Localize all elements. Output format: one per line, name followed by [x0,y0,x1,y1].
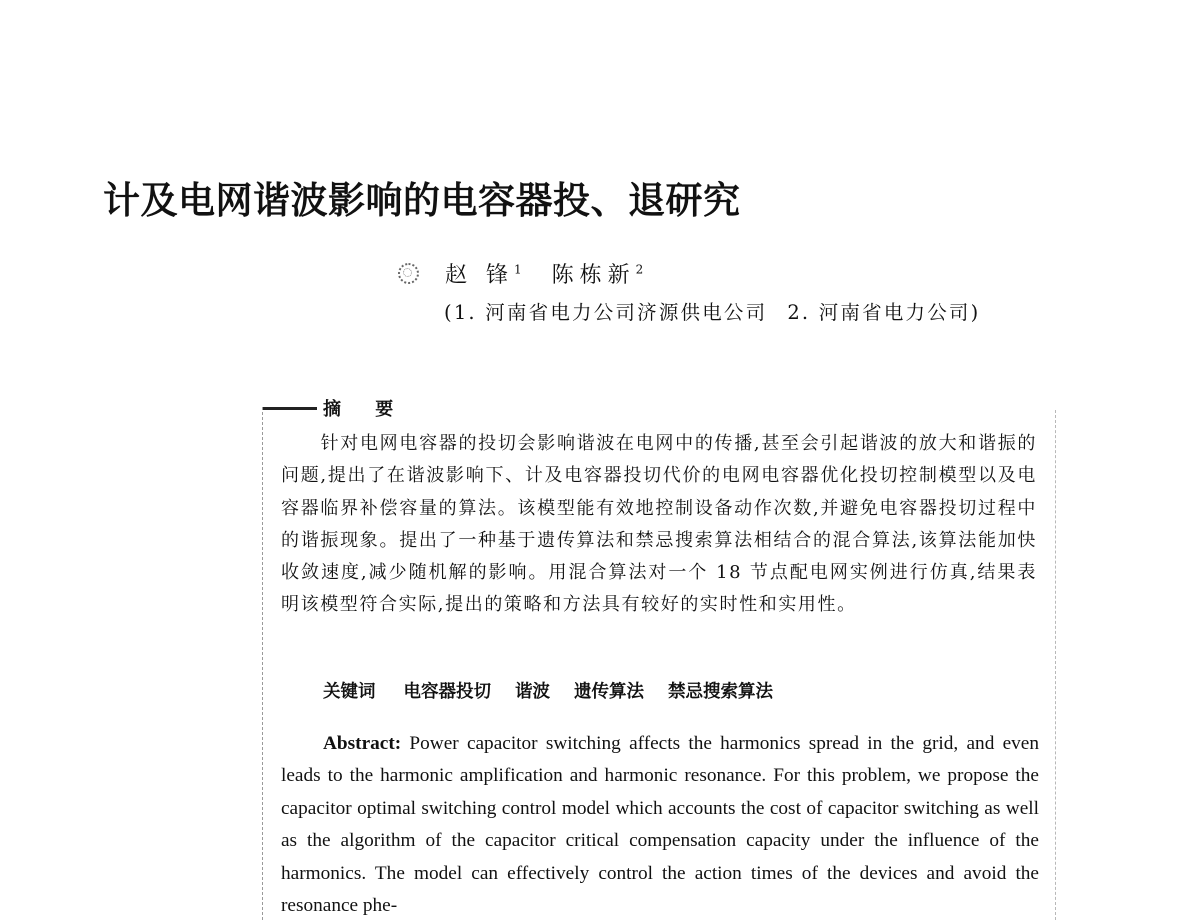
keyword-item: 禁忌搜索算法 [668,682,773,702]
abstract-chinese: 针对电网电容器的投切会影响谐波在电网中的传播,甚至会引起谐波的放大和谐振的问题,提出了在谐波影响下、计及电容器投切代价的电网电容器优化投切控制模型以及电容器临界补偿容量的算法。该模型能有效地控制设备动作次数,并避免电容器投切过程中的谐振现象。提出了一种基于遗传算法和禁忌搜索算法相结合的混合算法,该算法能加快收敛速度,减少随机解的影响。用混合算法对一个 18 节点配电网实例进行仿真,结果表明该模型符合实际,提出的策略和方法具有较好的实时性和实用性。 [281,433,1037,616]
author-2-sup: 2 [635,262,644,277]
affil-first: 1. 河南省电力公司济源供电公司 [453,301,768,324]
author-1 [445,258,522,289]
abstract-english [281,728,1039,922]
abstract-en-text: Power capacitor switching affects the harmonics spread in the grid, and even leads to the harmonic amplification and harmonic resonance. For this problem, we propose the capacitor optimal switching control model which accounts the cost of capacitor switching as well as the algorithm of the capacitor critical compensation capacity under the influence of the harmonics. The model can effectively control the action times of the devices and avoid the resonance phe- [281,733,1039,917]
affiliations [444,297,980,325]
keyword-item: 电容器投切 [403,682,491,702]
affil-second: 2. 河南省电力公司 [787,301,971,324]
author-2-name: 陈栋新 [551,263,636,288]
author-1-sup: 1 [514,262,522,277]
author-line [398,258,643,289]
affil-open: ( [444,301,454,324]
keywords [323,678,797,703]
abstract-en-label: Abstract: [323,733,402,754]
abstract-frame-rule [262,407,317,410]
author-1-name: 赵 锋 [445,263,514,288]
keyword-item: 谐波 [515,682,550,702]
keyword-item: 遗传算法 [574,682,644,702]
paper-title: 计及电网谐波影响的电容器投、退研究 [103,179,741,222]
author-circle-icon [398,263,419,284]
abstract-frame-right [1055,410,1056,920]
author-2 [552,258,644,289]
abstract-frame-left [262,407,263,920]
abstract-heading: 摘 要 [323,399,408,420]
affil-close: ) [970,301,981,324]
keywords-label: 关键词 [323,682,376,702]
